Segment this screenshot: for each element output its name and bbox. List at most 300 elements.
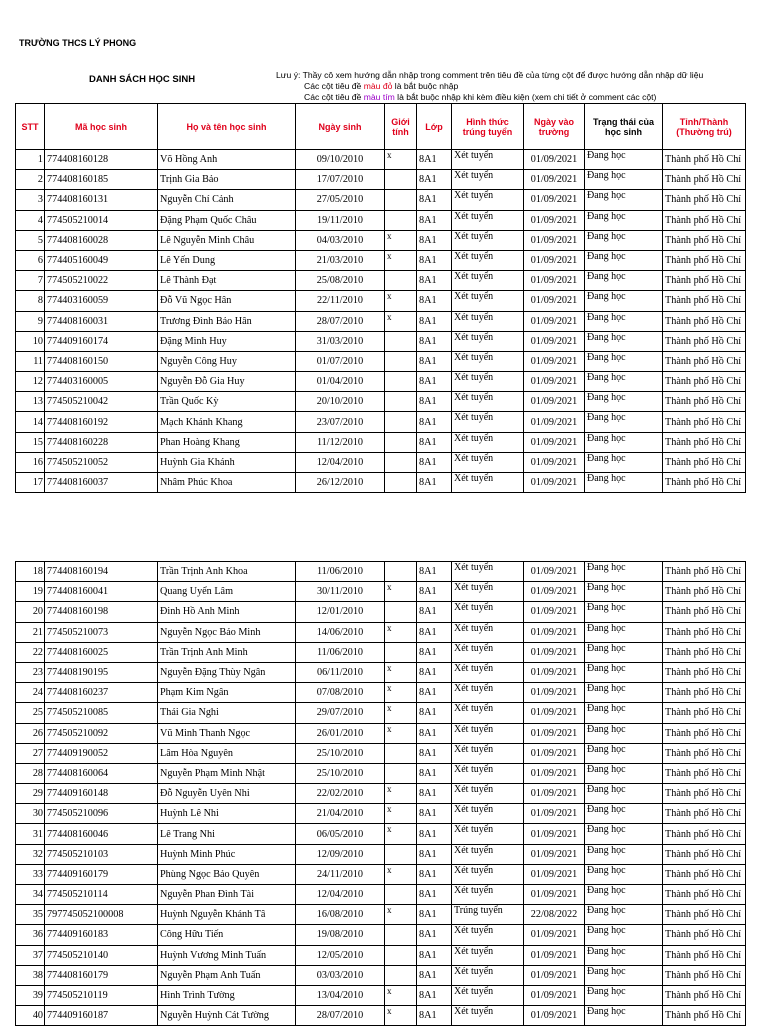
gender-cell: x	[385, 622, 417, 642]
gender-cell	[385, 271, 417, 291]
gender-cell	[385, 351, 417, 371]
admission-type-cell: Xét tuyển	[452, 311, 524, 331]
entry-date-cell: 01/09/2021	[524, 230, 585, 250]
gender-cell: x	[385, 582, 417, 602]
entry-date-cell: 01/09/2021	[524, 804, 585, 824]
header-admission-type: Hình thức trúng tuyển	[452, 104, 524, 150]
student-id-cell: 774409160183	[45, 925, 158, 945]
table-row	[16, 602, 746, 622]
entry-date-cell: 01/09/2021	[524, 1006, 585, 1026]
admission-type-cell: Xét tuyển	[452, 392, 524, 412]
birth-date-cell: 21/03/2010	[296, 250, 385, 270]
class-cell: 8A1	[417, 331, 452, 351]
birth-date-cell: 04/03/2010	[296, 230, 385, 250]
birth-date-cell: 26/01/2010	[296, 723, 385, 743]
table-row	[16, 824, 746, 844]
admission-type-cell: Xét tuyển	[452, 250, 524, 270]
entry-date-cell: 01/09/2021	[524, 372, 585, 392]
gender-cell	[385, 170, 417, 190]
stt-cell: 6	[16, 250, 45, 270]
student-id-cell: 774505210096	[45, 804, 158, 824]
status-cell: Đang học	[585, 662, 663, 682]
note-red-label: màu đỏ	[363, 81, 393, 91]
table-row	[16, 723, 746, 743]
gender-cell: x	[385, 905, 417, 925]
gender-cell	[385, 190, 417, 210]
student-id-cell: 774408160228	[45, 432, 158, 452]
status-cell: Đang học	[585, 150, 663, 170]
stt-cell: 29	[16, 784, 45, 804]
class-cell: 8A1	[417, 452, 452, 472]
entry-date-cell: 01/09/2021	[524, 824, 585, 844]
status-cell: Đang học	[585, 190, 663, 210]
stt-cell: 37	[16, 945, 45, 965]
status-cell: Đang học	[585, 965, 663, 985]
student-id-cell: 774408160192	[45, 412, 158, 432]
full-name-cell: Nguyễn Phạm Minh Nhật	[158, 763, 296, 783]
class-cell: 8A1	[417, 824, 452, 844]
full-name-cell: Mạch Khánh Khang	[158, 412, 296, 432]
province-cell: Thành phố Hồ Chí	[663, 412, 746, 432]
province-cell: Thành phố Hồ Chí	[663, 1006, 746, 1026]
note-line-2-suffix: là bắt buộc nhập	[392, 81, 459, 91]
status-cell: Đang học	[585, 582, 663, 602]
province-cell: Thành phố Hồ Chí	[663, 985, 746, 1005]
full-name-cell: Phạm Kim Ngân	[158, 683, 296, 703]
stt-cell: 33	[16, 864, 45, 884]
admission-type-cell: Xét tuyển	[452, 763, 524, 783]
student-id-cell: 774505210014	[45, 210, 158, 230]
gender-cell: x	[385, 804, 417, 824]
stt-cell: 22	[16, 642, 45, 662]
table-row	[16, 985, 746, 1005]
gender-cell	[385, 743, 417, 763]
full-name-cell: Huỳnh Nguyễn Khánh Tâ	[158, 905, 296, 925]
class-cell: 8A1	[417, 945, 452, 965]
admission-type-cell: Xét tuyển	[452, 723, 524, 743]
entry-date-cell: 01/09/2021	[524, 473, 585, 493]
class-cell: 8A1	[417, 784, 452, 804]
province-cell: Thành phố Hồ Chí	[663, 864, 746, 884]
birth-date-cell: 22/02/2010	[296, 784, 385, 804]
birth-date-cell: 19/08/2010	[296, 925, 385, 945]
entry-date-cell: 01/09/2021	[524, 250, 585, 270]
table-row	[16, 452, 746, 472]
province-cell: Thành phố Hồ Chí	[663, 170, 746, 190]
province-cell: Thành phố Hồ Chí	[663, 945, 746, 965]
province-cell: Thành phố Hồ Chí	[663, 662, 746, 682]
full-name-cell: Quang Uyển Lâm	[158, 582, 296, 602]
birth-date-cell: 12/09/2010	[296, 844, 385, 864]
table-row	[16, 412, 746, 432]
province-cell: Thành phố Hồ Chí	[663, 250, 746, 270]
class-cell: 8A1	[417, 582, 452, 602]
stt-cell: 25	[16, 703, 45, 723]
birth-date-cell: 31/03/2010	[296, 331, 385, 351]
header-stt: STT	[16, 104, 45, 150]
table-row	[16, 885, 746, 905]
full-name-cell: Lê Yến Dung	[158, 250, 296, 270]
entry-date-cell: 01/09/2021	[524, 945, 585, 965]
admission-type-cell: Xét tuyển	[452, 945, 524, 965]
province-cell: Thành phố Hồ Chí	[663, 642, 746, 662]
gender-cell: x	[385, 230, 417, 250]
entry-date-cell: 01/09/2021	[524, 452, 585, 472]
admission-type-cell: Xét tuyển	[452, 190, 524, 210]
full-name-cell: Trương Đình Bảo Hân	[158, 311, 296, 331]
table-row	[16, 351, 746, 371]
gender-cell: x	[385, 291, 417, 311]
province-cell: Thành phố Hồ Chí	[663, 885, 746, 905]
full-name-cell: Lâm Hòa Nguyên	[158, 743, 296, 763]
full-name-cell: Nguyễn Công Huy	[158, 351, 296, 371]
admission-type-cell: Xét tuyển	[452, 562, 524, 582]
gender-cell	[385, 885, 417, 905]
birth-date-cell: 01/04/2010	[296, 372, 385, 392]
province-cell: Thành phố Hồ Chí	[663, 723, 746, 743]
student-id-cell: 774505210085	[45, 703, 158, 723]
birth-date-cell: 12/04/2010	[296, 885, 385, 905]
admission-type-cell: Xét tuyển	[452, 351, 524, 371]
class-cell: 8A1	[417, 723, 452, 743]
admission-type-cell: Xét tuyển	[452, 864, 524, 884]
header-status: Trạng thái của học sinh	[585, 104, 663, 150]
student-id-cell: 774403160005	[45, 372, 158, 392]
admission-type-cell: Xét tuyển	[452, 412, 524, 432]
table-row	[16, 864, 746, 884]
entry-date-cell: 01/09/2021	[524, 622, 585, 642]
stt-cell: 4	[16, 210, 45, 230]
note-line-2-prefix: Các cột tiêu đề	[304, 81, 364, 91]
header-province: Tỉnh/Thành (Thường trú)	[663, 104, 746, 150]
admission-type-cell: Xét tuyển	[452, 1006, 524, 1026]
admission-type-cell: Xét tuyển	[452, 885, 524, 905]
stt-cell: 23	[16, 662, 45, 682]
full-name-cell: Nguyễn Phạm Anh Tuấn	[158, 965, 296, 985]
note-line-1: Lưu ý: Thầy cô xem hướng dẫn nhập trong comment trên tiêu đề của từng cột để được hướng dẫn nhập dữ liệu	[276, 70, 704, 80]
entry-date-cell: 01/09/2021	[524, 291, 585, 311]
entry-date-cell: 01/09/2021	[524, 985, 585, 1005]
admission-type-cell: Trúng tuyển	[452, 905, 524, 925]
entry-date-cell: 01/09/2021	[524, 351, 585, 371]
status-cell: Đang học	[585, 703, 663, 723]
admission-type-cell: Xét tuyển	[452, 150, 524, 170]
stt-cell: 38	[16, 965, 45, 985]
stt-cell: 13	[16, 392, 45, 412]
admission-type-cell: Xét tuyển	[452, 473, 524, 493]
birth-date-cell: 11/06/2010	[296, 562, 385, 582]
class-cell: 8A1	[417, 642, 452, 662]
class-cell: 8A1	[417, 1006, 452, 1026]
table-row	[16, 210, 746, 230]
province-cell: Thành phố Hồ Chí	[663, 562, 746, 582]
stt-cell: 5	[16, 230, 45, 250]
student-id-cell: 774408160028	[45, 230, 158, 250]
birth-date-cell: 07/08/2010	[296, 683, 385, 703]
admission-type-cell: Xét tuyển	[452, 230, 524, 250]
birth-date-cell: 06/05/2010	[296, 824, 385, 844]
gender-cell: x	[385, 662, 417, 682]
student-table-page-2	[15, 561, 746, 1026]
stt-cell: 30	[16, 804, 45, 824]
entry-date-cell: 01/09/2021	[524, 743, 585, 763]
table-row	[16, 190, 746, 210]
student-id-cell: 774505210022	[45, 271, 158, 291]
header-student-id: Mã học sinh	[45, 104, 158, 150]
entry-date-cell: 01/09/2021	[524, 784, 585, 804]
stt-cell: 3	[16, 190, 45, 210]
status-cell: Đang học	[585, 311, 663, 331]
stt-cell: 16	[16, 452, 45, 472]
table-row	[16, 622, 746, 642]
admission-type-cell: Xét tuyển	[452, 210, 524, 230]
entry-date-cell: 01/09/2021	[524, 190, 585, 210]
gender-cell: x	[385, 824, 417, 844]
student-id-cell: 774505210092	[45, 723, 158, 743]
table-row	[16, 784, 746, 804]
full-name-cell: Phan Hoàng Khang	[158, 432, 296, 452]
class-cell: 8A1	[417, 925, 452, 945]
header-entry-date: Ngày vào trường	[524, 104, 585, 150]
student-id-cell: 774408160185	[45, 170, 158, 190]
student-id-cell: 774408160064	[45, 763, 158, 783]
gender-cell	[385, 432, 417, 452]
province-cell: Thành phố Hồ Chí	[663, 432, 746, 452]
class-cell: 8A1	[417, 743, 452, 763]
stt-cell: 1	[16, 150, 45, 170]
status-cell: Đang học	[585, 622, 663, 642]
full-name-cell: Công Hữu Tiến	[158, 925, 296, 945]
student-id-cell: 774409160174	[45, 331, 158, 351]
full-name-cell: Lê Trang Nhi	[158, 824, 296, 844]
table-row	[16, 311, 746, 331]
status-cell: Đang học	[585, 250, 663, 270]
birth-date-cell: 23/07/2010	[296, 412, 385, 432]
gender-cell	[385, 925, 417, 945]
table-row	[16, 291, 746, 311]
admission-type-cell: Xét tuyển	[452, 824, 524, 844]
province-cell: Thành phố Hồ Chí	[663, 473, 746, 493]
status-cell: Đang học	[585, 985, 663, 1005]
birth-date-cell: 16/08/2010	[296, 905, 385, 925]
student-id-cell: 774409190052	[45, 743, 158, 763]
header-gender: Giới tính	[385, 104, 417, 150]
full-name-cell: Nguyễn Chí Cảnh	[158, 190, 296, 210]
birth-date-cell: 17/07/2010	[296, 170, 385, 190]
class-cell: 8A1	[417, 985, 452, 1005]
header-full-name: Họ và tên học sinh	[158, 104, 296, 150]
admission-type-cell: Xét tuyển	[452, 622, 524, 642]
province-cell: Thành phố Hồ Chí	[663, 602, 746, 622]
status-cell: Đang học	[585, 372, 663, 392]
gender-cell: x	[385, 703, 417, 723]
stt-cell: 10	[16, 331, 45, 351]
student-id-cell: 774409160187	[45, 1006, 158, 1026]
status-cell: Đang học	[585, 392, 663, 412]
birth-date-cell: 24/11/2010	[296, 864, 385, 884]
gender-cell: x	[385, 985, 417, 1005]
birth-date-cell: 25/08/2010	[296, 271, 385, 291]
class-cell: 8A1	[417, 150, 452, 170]
status-cell: Đang học	[585, 432, 663, 452]
entry-date-cell: 01/09/2021	[524, 723, 585, 743]
status-cell: Đang học	[585, 331, 663, 351]
stt-cell: 28	[16, 763, 45, 783]
status-cell: Đang học	[585, 230, 663, 250]
status-cell: Đang học	[585, 1006, 663, 1026]
admission-type-cell: Xét tuyển	[452, 582, 524, 602]
class-cell: 8A1	[417, 864, 452, 884]
admission-type-cell: Xét tuyển	[452, 291, 524, 311]
class-cell: 8A1	[417, 250, 452, 270]
gender-cell	[385, 210, 417, 230]
table-row	[16, 844, 746, 864]
class-cell: 8A1	[417, 432, 452, 452]
stt-cell: 21	[16, 622, 45, 642]
entry-date-cell: 01/09/2021	[524, 210, 585, 230]
table-row	[16, 432, 746, 452]
student-id-cell: 774408160198	[45, 602, 158, 622]
status-cell: Đang học	[585, 784, 663, 804]
province-cell: Thành phố Hồ Chí	[663, 392, 746, 412]
province-cell: Thành phố Hồ Chí	[663, 331, 746, 351]
student-id-cell: 774408160031	[45, 311, 158, 331]
birth-date-cell: 03/03/2010	[296, 965, 385, 985]
full-name-cell: Lê Nguyễn Minh Châu	[158, 230, 296, 250]
birth-date-cell: 12/01/2010	[296, 602, 385, 622]
table-row	[16, 743, 746, 763]
stt-cell: 2	[16, 170, 45, 190]
student-id-cell: 774408160128	[45, 150, 158, 170]
entry-date-cell: 01/09/2021	[524, 885, 585, 905]
table-row	[16, 703, 746, 723]
stt-cell: 12	[16, 372, 45, 392]
table-row	[16, 582, 746, 602]
status-cell: Đang học	[585, 925, 663, 945]
class-cell: 8A1	[417, 965, 452, 985]
province-cell: Thành phố Hồ Chí	[663, 291, 746, 311]
status-cell: Đang học	[585, 473, 663, 493]
stt-cell: 40	[16, 1006, 45, 1026]
birth-date-cell: 30/11/2010	[296, 582, 385, 602]
status-cell: Đang học	[585, 804, 663, 824]
entry-date-cell: 01/09/2021	[524, 170, 585, 190]
birth-date-cell: 27/05/2010	[296, 190, 385, 210]
admission-type-cell: Xét tuyển	[452, 452, 524, 472]
status-cell: Đang học	[585, 844, 663, 864]
full-name-cell: Trần Trịnh Anh Minh	[158, 642, 296, 662]
province-cell: Thành phố Hồ Chí	[663, 743, 746, 763]
birth-date-cell: 09/10/2010	[296, 150, 385, 170]
class-cell: 8A1	[417, 844, 452, 864]
birth-date-cell: 13/04/2010	[296, 985, 385, 1005]
page-title: DANH SÁCH HỌC SINH	[89, 74, 196, 85]
full-name-cell: Võ Hồng Anh	[158, 150, 296, 170]
admission-type-cell: Xét tuyển	[452, 703, 524, 723]
stt-cell: 32	[16, 844, 45, 864]
gender-cell	[385, 763, 417, 783]
status-cell: Đang học	[585, 642, 663, 662]
stt-cell: 34	[16, 885, 45, 905]
province-cell: Thành phố Hồ Chí	[663, 582, 746, 602]
full-name-cell: Vũ Minh Thanh Ngọc	[158, 723, 296, 743]
birth-date-cell: 26/12/2010	[296, 473, 385, 493]
class-cell: 8A1	[417, 683, 452, 703]
class-cell: 8A1	[417, 885, 452, 905]
birth-date-cell: 11/06/2010	[296, 642, 385, 662]
full-name-cell: Hình Trình Tường	[158, 985, 296, 1005]
header-birth-date: Ngày sinh	[296, 104, 385, 150]
student-id-cell: 797745052100008	[45, 905, 158, 925]
stt-cell: 18	[16, 562, 45, 582]
gender-cell	[385, 473, 417, 493]
province-cell: Thành phố Hồ Chí	[663, 824, 746, 844]
admission-type-cell: Xét tuyển	[452, 784, 524, 804]
province-cell: Thành phố Hồ Chí	[663, 351, 746, 371]
class-cell: 8A1	[417, 190, 452, 210]
stt-cell: 24	[16, 683, 45, 703]
notes	[276, 70, 768, 103]
birth-date-cell: 20/10/2010	[296, 392, 385, 412]
gender-cell	[385, 965, 417, 985]
admission-type-cell: Xét tuyển	[452, 804, 524, 824]
entry-date-cell: 01/09/2021	[524, 683, 585, 703]
note-line-3-suffix: là bắt buộc nhập khi kèm điều kiện (xem chi tiết ở comment các cột)	[394, 92, 657, 102]
province-cell: Thành phố Hồ Chí	[663, 150, 746, 170]
admission-type-cell: Xét tuyển	[452, 432, 524, 452]
admission-type-cell: Xét tuyển	[452, 985, 524, 1005]
status-cell: Đang học	[585, 743, 663, 763]
class-cell: 8A1	[417, 662, 452, 682]
admission-type-cell: Xét tuyển	[452, 271, 524, 291]
table-row	[16, 1006, 746, 1026]
entry-date-cell: 01/09/2021	[524, 150, 585, 170]
table-row	[16, 905, 746, 925]
note-line-3	[276, 92, 768, 103]
status-cell: Đang học	[585, 210, 663, 230]
full-name-cell: Nguyễn Đặng Thùy Ngân	[158, 662, 296, 682]
admission-type-cell: Xét tuyển	[452, 965, 524, 985]
table-row	[16, 250, 746, 270]
entry-date-cell: 01/09/2021	[524, 562, 585, 582]
full-name-cell: Nguyễn Đỗ Gia Huy	[158, 372, 296, 392]
entry-date-cell: 01/09/2021	[524, 642, 585, 662]
full-name-cell: Thái Gia Nghi	[158, 703, 296, 723]
birth-date-cell: 29/07/2010	[296, 703, 385, 723]
gender-cell: x	[385, 311, 417, 331]
full-name-cell: Đặng Minh Huy	[158, 331, 296, 351]
table-header-row	[16, 104, 746, 150]
province-cell: Thành phố Hồ Chí	[663, 804, 746, 824]
entry-date-cell: 01/09/2021	[524, 925, 585, 945]
class-cell: 8A1	[417, 905, 452, 925]
province-cell: Thành phố Hồ Chí	[663, 452, 746, 472]
student-id-cell: 774403160059	[45, 291, 158, 311]
stt-cell: 11	[16, 351, 45, 371]
entry-date-cell: 01/09/2021	[524, 311, 585, 331]
entry-date-cell: 01/09/2021	[524, 703, 585, 723]
status-cell: Đang học	[585, 824, 663, 844]
table-row	[16, 392, 746, 412]
birth-date-cell: 25/10/2010	[296, 743, 385, 763]
stt-cell: 17	[16, 473, 45, 493]
student-id-cell: 774408160194	[45, 562, 158, 582]
birth-date-cell: 12/04/2010	[296, 452, 385, 472]
birth-date-cell: 01/07/2010	[296, 351, 385, 371]
full-name-cell: Đỗ Vũ Ngọc Hân	[158, 291, 296, 311]
class-cell: 8A1	[417, 210, 452, 230]
gender-cell: x	[385, 1006, 417, 1026]
